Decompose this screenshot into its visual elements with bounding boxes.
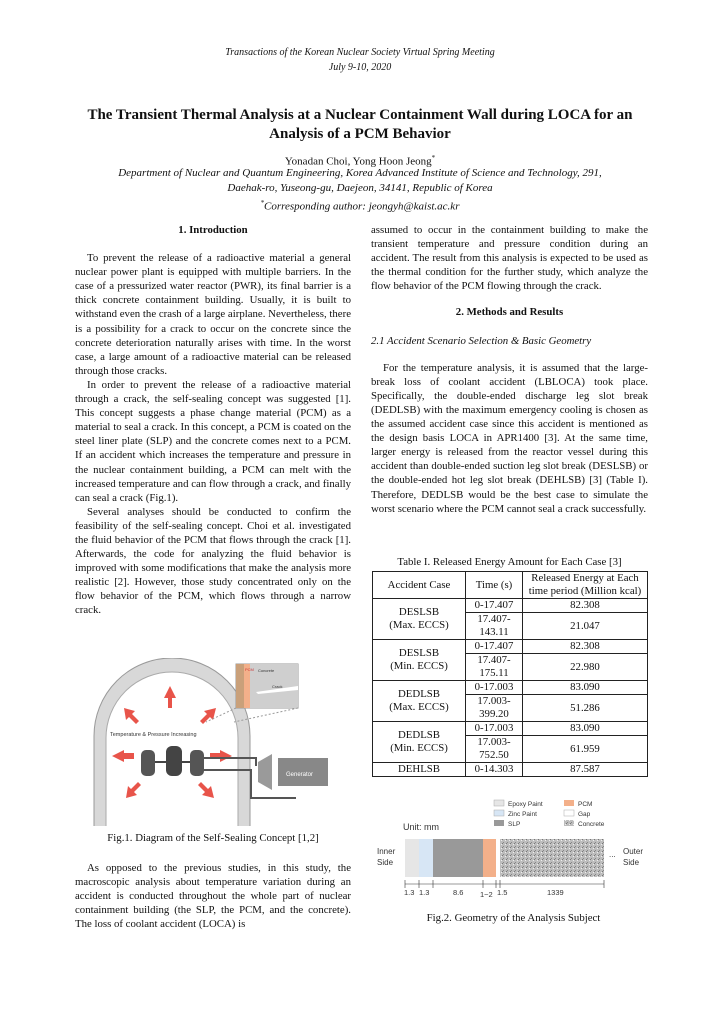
inner-side-label: Inner — [377, 847, 396, 856]
table-cell-energy: 61.959 — [523, 736, 648, 763]
table-cell-time: 0-14.303 — [466, 763, 523, 777]
svg-text:1.3: 1.3 — [404, 888, 415, 897]
figure-1-diagram — [86, 658, 352, 826]
table-header-case: Accident Case — [373, 572, 466, 599]
svg-text:8.6: 8.6 — [453, 888, 464, 897]
corresponding-author: *Corresponding author: jeongyh@kaist.ac.kr — [260, 199, 460, 213]
table-1-body — [373, 572, 648, 777]
title-line-1: The Transient Thermal Analysis at a Nuclear Containment Wall during LOCA for an — [87, 107, 633, 123]
intro-paragraph-1: To prevent the release of a radioactive material a general nuclear power plant is equipped with multiple barriers. In the case of a pressurized water reactor (PWR), its final barrier is a thick concrete containment building. Usually, it is built to withstand even the crash of a large airplane. Nevertheless, there is a possibility for a crack to occur on the concrete since the concrete deterioration naturally arises with time. In the worst case, a large amount of a radioactive material can be released through those cracks. — [75, 252, 351, 377]
layer-gap — [496, 839, 500, 877]
right-column — [371, 223, 648, 516]
table-cell-case: DESLSB (Min. ECCS) — [373, 640, 466, 681]
intro-paragraph-4: As opposed to the previous studies, in this study, the macroscopic analysis about temperature variation during an accident is conducted throughout the whole part of nuclear containment building (the SLP, the PCM, and the concrete). The loss of coolant accident (LOCA) is — [75, 862, 351, 931]
layer-epoxy — [405, 839, 419, 877]
legend-pcm: PCM — [578, 801, 593, 808]
affiliation — [60, 166, 660, 215]
legend — [494, 800, 605, 828]
table-row — [373, 681, 648, 695]
layer-pcm — [483, 839, 496, 877]
dimension-lines — [405, 880, 604, 888]
left-column — [75, 223, 351, 618]
conference-name: Transactions of the Korean Nuclear Society Virtual Spring Meeting — [225, 47, 495, 58]
table-cell-time: 0-17.003 — [466, 681, 523, 695]
author-mark: * — [431, 154, 436, 162]
table-cell-time: 0-17.407 — [466, 599, 523, 613]
svg-text:1~2: 1~2 — [480, 890, 493, 899]
table-cell-time: 17.003-399.20 — [466, 695, 523, 722]
crack-label: Crack — [272, 684, 283, 689]
table-cell-energy: 83.090 — [523, 722, 648, 736]
subsection-heading-2-1: 2.1 Accident Scenario Selection & Basic Geometry — [371, 334, 592, 347]
right-paragraph-2: For the temperature analysis, it is assumed that the large-break loss of coolant accident (LBLOCA) took place. Specifically, the double-ended discharge leg slot break (DEDLSB) with the maximum emergency cooling is chosen as the assumed accident case since this accident is mentioned as the design basis LOCA in APR1400 [3]. At the same time, larger energy is released from the reactor vessel during this accident than double-ended suction leg slot break (DESLSB) or the double-ended hot leg slot break (DEHLSB) [3] (Table I). Therefore, DEDLSB would be the best case to simulate the worst scenario where the PCM cannot seal a crack successfully. — [371, 361, 648, 515]
table-cell-energy: 21.047 — [523, 613, 648, 640]
layer-concrete — [500, 839, 604, 877]
table-cell-energy: 22.980 — [523, 654, 648, 681]
figure-2-caption: Fig.2. Geometry of the Analysis Subject — [426, 912, 601, 924]
inner-side-label-2: Side — [377, 858, 394, 867]
table-cell-time: 17.407-143.11 — [466, 613, 523, 640]
table-cell-time: 0-17.003 — [466, 722, 523, 736]
svg-text:1339: 1339 — [547, 888, 564, 897]
self-sealing-diagram — [86, 658, 352, 826]
concrete-label: Concrete — [258, 668, 275, 673]
layer-slp — [433, 839, 483, 877]
section-heading-introduction: 1. Introduction — [178, 224, 248, 236]
table-cell-time: 17.407-175.11 — [466, 654, 523, 681]
title-line-2: Analysis of a PCM Behavior — [269, 126, 451, 142]
intro-paragraph-3: Several analyses should be conducted to confirm the feasibility of the self-sealing concept. Choi et al. investigated the fluid behavior of the PCM that flows through the crack [1]. Afterwards, the code for analyzing the fluid behavior is improved with some modifications that make the analysis more realistic [2]. However, those study concentrated only on the flow behavior of the PCM, which flows through a narrow crack. — [75, 505, 351, 617]
table-row — [373, 640, 648, 654]
left-column-bottom — [75, 861, 351, 931]
table-row — [373, 722, 648, 736]
conference-header — [0, 45, 720, 75]
table-cell-case: DESLSB (Max. ECCS) — [373, 599, 466, 640]
generator-label: Generator — [286, 772, 314, 778]
affiliation-line-1: Department of Nuclear and Quantum Engineering, Korea Advanced Institute of Science and Technology, 291, — [118, 167, 602, 179]
right-paragraph-1: assumed to occur in the containment building to make the transient temperature and pressure condition during an accident. The result from this analysis is expected to be used as the thermal condition for the further study, which analyze the flow behavior of the PCM flowing through the crack. — [371, 224, 648, 293]
table-cell-energy: 51.286 — [523, 695, 648, 722]
table-cell-case: DEDLSB (Min. ECCS) — [373, 722, 466, 763]
table-cell-energy: 82.308 — [523, 599, 648, 613]
legend-zinc: Zinc Paint — [508, 811, 537, 818]
figure-2-diagram — [371, 794, 656, 914]
affiliation-line-2: Daehak-ro, Yuseong-gu, Daejeon, 34141, Republic of Korea — [227, 182, 493, 194]
svg-text:1.3: 1.3 — [419, 888, 430, 897]
table-cell-time: 0-17.407 — [466, 640, 523, 654]
temperature-label: Temperature & Pressure Increasing — [110, 732, 197, 738]
ellipsis-label: ... — [609, 850, 616, 859]
paper-title — [40, 106, 680, 144]
pcm-label: PCM — [245, 667, 254, 672]
layer-zinc — [419, 839, 433, 877]
table-1-caption: Table I. Released Energy Amount for Each Case [3] — [397, 556, 622, 568]
conference-date: July 9-10, 2020 — [328, 62, 392, 73]
svg-text:1.5: 1.5 — [497, 888, 508, 897]
legend-slp: SLP — [508, 821, 521, 828]
table-cell-energy: 82.308 — [523, 640, 648, 654]
table-cell-energy: 87.587 — [523, 763, 648, 777]
dimension-values — [404, 888, 564, 899]
table-header-time: Time (s) — [466, 572, 523, 599]
table-header-row — [373, 572, 648, 599]
table-1 — [372, 571, 648, 777]
legend-concrete: Concrete — [578, 821, 605, 828]
legend-epoxy: Epoxy Paint — [508, 801, 543, 808]
unit-label: Unit: mm — [403, 822, 439, 832]
section-heading-methods: 2. Methods and Results — [455, 306, 564, 319]
table-row — [373, 763, 648, 777]
table-row — [373, 599, 648, 613]
geometry-diagram — [371, 794, 656, 914]
legend-gap: Gap — [578, 811, 591, 818]
table-cell-time: 17.003-752.50 — [466, 736, 523, 763]
figure-1-caption: Fig.1. Diagram of the Self-Sealing Concept [1,2] — [107, 832, 319, 844]
table-cell-case: DEHLSB — [373, 763, 466, 777]
table-cell-energy: 83.090 — [523, 681, 648, 695]
outer-side-label: Outer — [623, 847, 644, 856]
intro-paragraph-2: In order to prevent the release of a radioactive material through a crack, the self-sealing concept was suggested [1]. This concept suggests a phase change material (PCM) as a material to seal a crack. In this concept, a PCM is coated on the steel liner plate (SLP) and the concrete comes next to a PCM. If an accident which increases the temperature and pressure in the nuclear containment building, a PCM can melt with the increased temperature and can flow through a crack, and finally can seal a crack (Fig.1). — [75, 378, 351, 504]
table-cell-case: DEDLSB (Max. ECCS) — [373, 681, 466, 722]
authors: Yonadan Choi, Yong Hoon Jeong — [284, 155, 432, 168]
table-header-energy: Released Energy at Each time period (Million kcal) — [523, 572, 648, 599]
outer-side-label-2: Side — [623, 858, 640, 867]
